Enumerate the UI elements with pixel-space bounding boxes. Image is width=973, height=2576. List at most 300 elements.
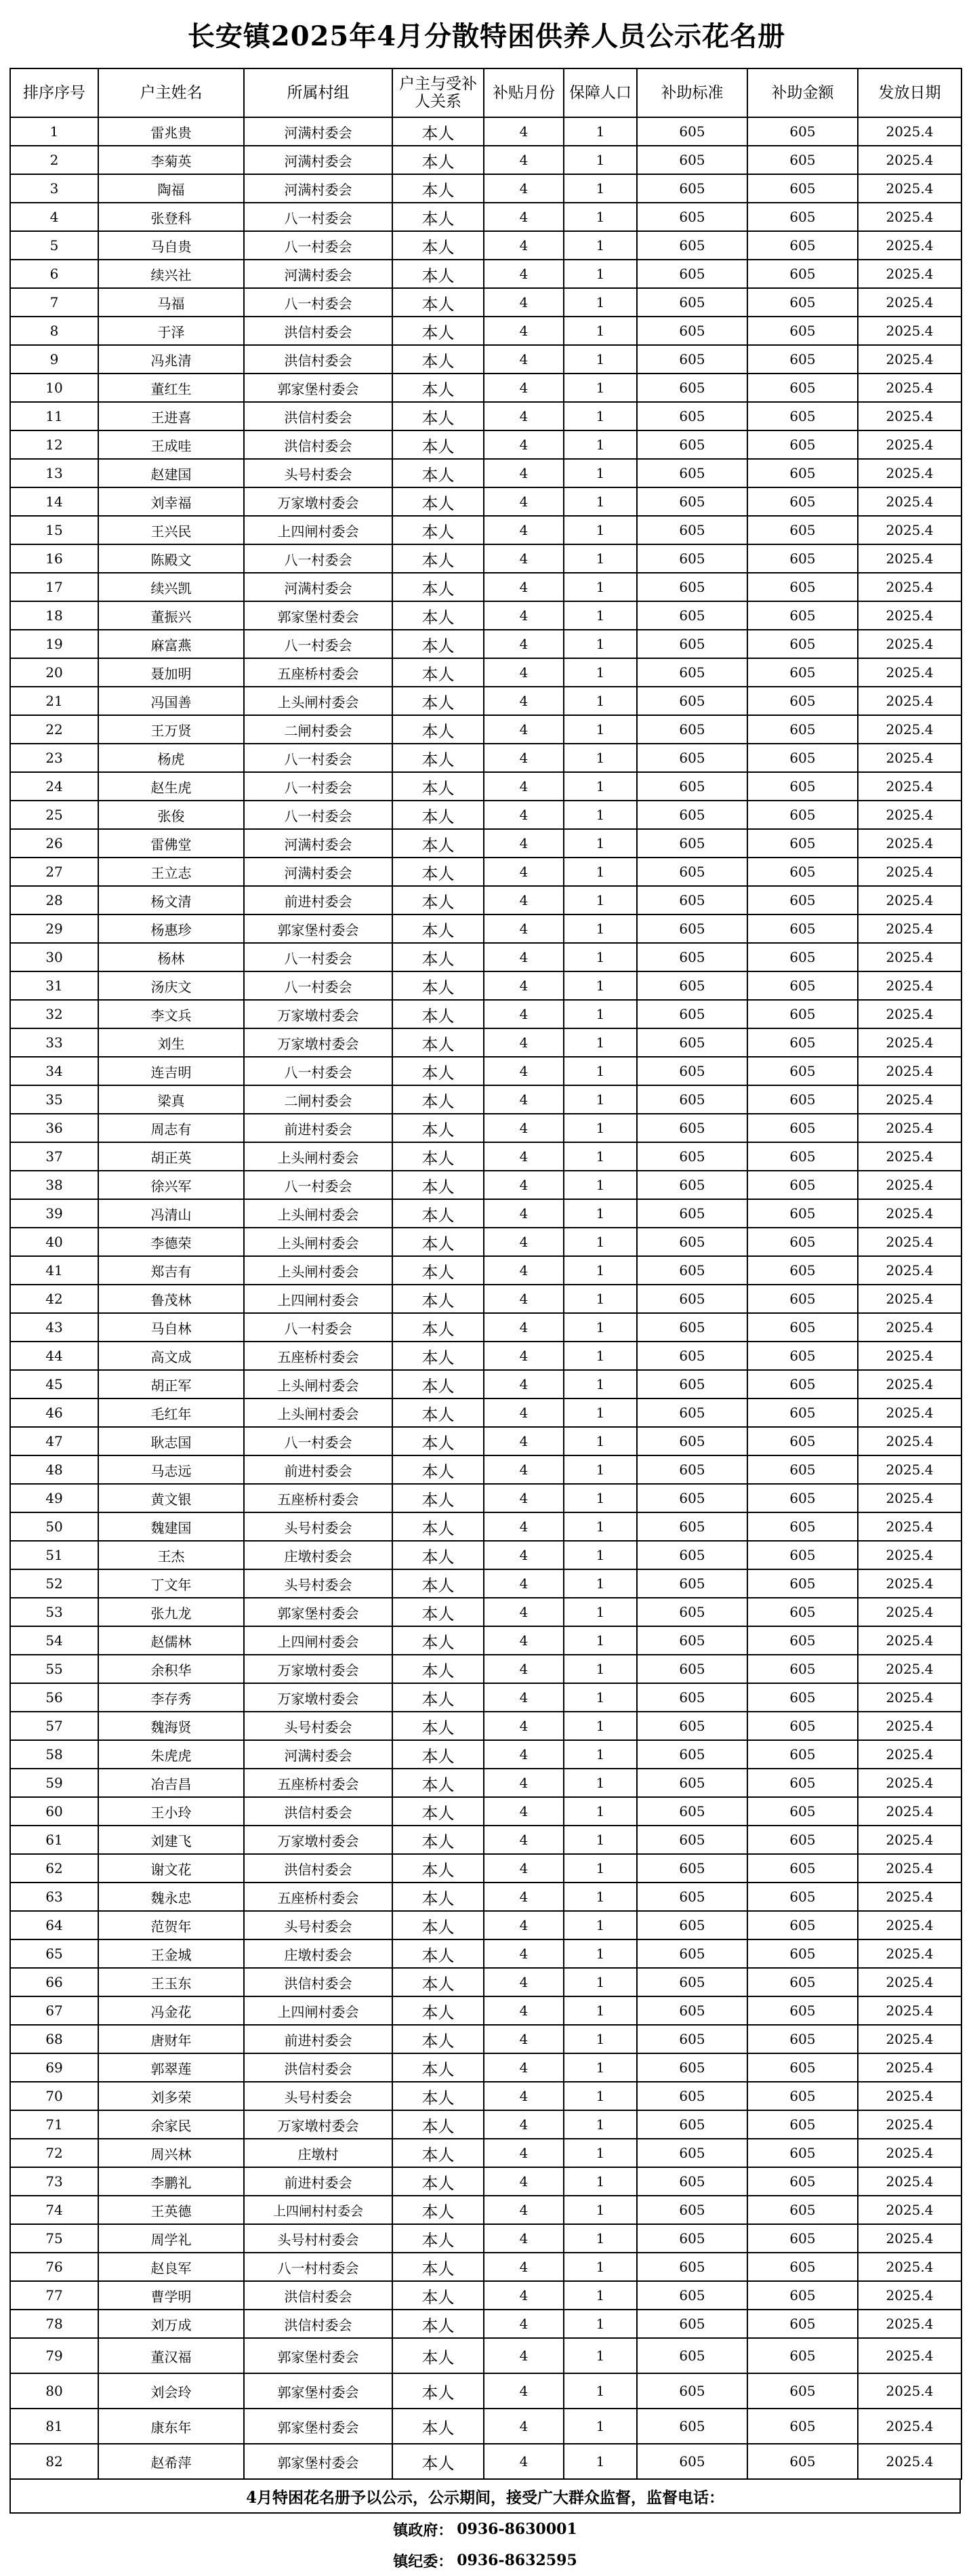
cell-date: 2025.4 <box>858 203 961 231</box>
cell-standard: 605 <box>637 2444 747 2479</box>
cell-village: 头号村委会 <box>244 1512 392 1541</box>
cell-village: 郭家堡村委会 <box>244 601 392 630</box>
cell-month: 4 <box>484 174 564 203</box>
cell-index: 79 <box>10 2338 98 2373</box>
cell-index: 28 <box>10 886 98 914</box>
cell-name: 王英德 <box>98 2196 244 2224</box>
table-row <box>10 1000 961 1028</box>
cell-population: 1 <box>564 260 637 288</box>
cell-village: 洪信村委会 <box>244 1968 392 1996</box>
cell-name: 曹学明 <box>98 2281 244 2310</box>
table-row <box>10 1256 961 1285</box>
cell-relation: 本人 <box>392 715 484 744</box>
cell-month: 4 <box>484 2338 564 2373</box>
cell-index: 18 <box>10 601 98 630</box>
cell-date: 2025.4 <box>858 2444 961 2479</box>
cell-date: 2025.4 <box>858 630 961 658</box>
cell-name: 丁文年 <box>98 1569 244 1598</box>
cell-village: 头号村委会 <box>244 1911 392 1939</box>
cell-standard: 605 <box>637 2167 747 2196</box>
cell-index: 45 <box>10 1370 98 1398</box>
cell-amount: 605 <box>747 2444 858 2479</box>
cell-date: 2025.4 <box>858 2139 961 2167</box>
cell-amount: 605 <box>747 829 858 858</box>
cell-name: 高文成 <box>98 1342 244 1370</box>
cell-index: 29 <box>10 914 98 943</box>
cell-month: 4 <box>484 943 564 971</box>
cell-name: 赵希萍 <box>98 2444 244 2479</box>
cell-month: 4 <box>484 1968 564 1996</box>
cell-date: 2025.4 <box>858 1256 961 1285</box>
cell-month: 4 <box>484 858 564 886</box>
cell-relation: 本人 <box>392 772 484 801</box>
cell-standard: 605 <box>637 1797 747 1826</box>
cell-relation: 本人 <box>392 402 484 430</box>
cell-name: 王兴民 <box>98 516 244 544</box>
cell-date: 2025.4 <box>858 2167 961 2196</box>
cell-amount: 605 <box>747 630 858 658</box>
cell-index: 50 <box>10 1512 98 1541</box>
table-row <box>10 1883 961 1911</box>
cell-month: 4 <box>484 544 564 573</box>
cell-village: 上头闸村委会 <box>244 1142 392 1171</box>
cell-index: 74 <box>10 2196 98 2224</box>
cell-amount: 605 <box>747 203 858 231</box>
cell-month: 4 <box>484 402 564 430</box>
cell-index: 4 <box>10 203 98 231</box>
cell-date: 2025.4 <box>858 1740 961 1769</box>
cell-population: 1 <box>564 1285 637 1313</box>
cell-amount: 605 <box>747 117 858 146</box>
table-row <box>10 402 961 430</box>
cell-standard: 605 <box>637 1455 747 1484</box>
cell-month: 4 <box>484 2196 564 2224</box>
cell-index: 49 <box>10 1484 98 1512</box>
cell-population: 1 <box>564 2167 637 2196</box>
cell-date: 2025.4 <box>858 2224 961 2253</box>
table-row <box>10 1939 961 1968</box>
cell-month: 4 <box>484 1228 564 1256</box>
cell-standard: 605 <box>637 687 747 715</box>
cell-index: 6 <box>10 260 98 288</box>
cell-amount: 605 <box>747 2110 858 2139</box>
cell-relation: 本人 <box>392 2224 484 2253</box>
cell-amount: 605 <box>747 487 858 516</box>
cell-month: 4 <box>484 2310 564 2338</box>
cell-name: 朱虎虎 <box>98 1740 244 1769</box>
cell-date: 2025.4 <box>858 402 961 430</box>
cell-name: 刘会玲 <box>98 2373 244 2409</box>
cell-index: 30 <box>10 943 98 971</box>
cell-amount: 605 <box>747 1598 858 1626</box>
cell-index: 76 <box>10 2253 98 2281</box>
cell-index: 54 <box>10 1626 98 1655</box>
cell-relation: 本人 <box>392 2338 484 2373</box>
cell-village: 河满村委会 <box>244 117 392 146</box>
col-header-name: 户主姓名 <box>98 68 244 117</box>
cell-month: 4 <box>484 2224 564 2253</box>
col-header-village: 所属村组 <box>244 68 392 117</box>
cell-standard: 605 <box>637 2338 747 2373</box>
cell-village: 上四闸村村委会 <box>244 2196 392 2224</box>
cell-amount: 605 <box>747 516 858 544</box>
col-header-date: 发放日期 <box>858 68 961 117</box>
table-row <box>10 2082 961 2110</box>
cell-village: 八一村委会 <box>244 772 392 801</box>
cell-amount: 605 <box>747 317 858 345</box>
cell-name: 雷佛堂 <box>98 829 244 858</box>
cell-amount: 605 <box>747 2139 858 2167</box>
cell-population: 1 <box>564 1256 637 1285</box>
cell-village: 上头闸村委会 <box>244 1370 392 1398</box>
cell-amount: 605 <box>747 2253 858 2281</box>
cell-relation: 本人 <box>392 1256 484 1285</box>
cell-month: 4 <box>484 1569 564 1598</box>
cell-amount: 605 <box>747 1769 858 1797</box>
cell-amount: 605 <box>747 1142 858 1171</box>
cell-index: 23 <box>10 744 98 772</box>
cell-population: 1 <box>564 2224 637 2253</box>
cell-population: 1 <box>564 2025 637 2053</box>
cell-population: 1 <box>564 601 637 630</box>
cell-relation: 本人 <box>392 2310 484 2338</box>
cell-relation: 本人 <box>392 601 484 630</box>
cell-date: 2025.4 <box>858 516 961 544</box>
cell-standard: 605 <box>637 1911 747 1939</box>
cell-village: 上四闸村委会 <box>244 1996 392 2025</box>
table-row <box>10 317 961 345</box>
cell-index: 58 <box>10 1740 98 1769</box>
cell-index: 33 <box>10 1028 98 1057</box>
cell-standard: 605 <box>637 1854 747 1883</box>
cell-standard: 605 <box>637 459 747 487</box>
table-row <box>10 288 961 317</box>
cell-relation: 本人 <box>392 914 484 943</box>
cell-name: 刘多荣 <box>98 2082 244 2110</box>
table-row <box>10 1342 961 1370</box>
cell-population: 1 <box>564 1968 637 1996</box>
cell-village: 洪信村委会 <box>244 1854 392 1883</box>
cell-month: 4 <box>484 1427 564 1455</box>
table-row <box>10 772 961 801</box>
cell-relation: 本人 <box>392 117 484 146</box>
table-row <box>10 573 961 601</box>
cell-index: 75 <box>10 2224 98 2253</box>
cell-amount: 605 <box>747 1398 858 1427</box>
cell-village: 上四闸村委会 <box>244 1285 392 1313</box>
cell-index: 56 <box>10 1683 98 1712</box>
cell-index: 69 <box>10 2053 98 2082</box>
cell-amount: 605 <box>747 345 858 374</box>
cell-relation: 本人 <box>392 1142 484 1171</box>
cell-amount: 605 <box>747 1626 858 1655</box>
cell-amount: 605 <box>747 1199 858 1228</box>
cell-date: 2025.4 <box>858 1968 961 1996</box>
cell-population: 1 <box>564 1939 637 1968</box>
cell-village: 万家墩村委会 <box>244 2110 392 2139</box>
table-row <box>10 1199 961 1228</box>
cell-name: 麻富燕 <box>98 630 244 658</box>
cell-village: 八一村委会 <box>244 801 392 829</box>
page-title: 长安镇2025年4月分散特困供养人员公示花名册 <box>187 20 786 52</box>
table-row <box>10 1996 961 2025</box>
cell-population: 1 <box>564 2139 637 2167</box>
cell-relation: 本人 <box>392 1712 484 1740</box>
cell-standard: 605 <box>637 1740 747 1769</box>
table-row <box>10 2224 961 2253</box>
cell-standard: 605 <box>637 744 747 772</box>
cell-standard: 605 <box>637 801 747 829</box>
cell-relation: 本人 <box>392 2025 484 2053</box>
cell-village: 庄墩村委会 <box>244 1939 392 1968</box>
cell-name: 聂加明 <box>98 658 244 687</box>
cell-name: 马自贵 <box>98 231 244 260</box>
table-row <box>10 2196 961 2224</box>
cell-name: 冯清山 <box>98 1199 244 1228</box>
cell-population: 1 <box>564 459 637 487</box>
cell-amount: 605 <box>747 658 858 687</box>
cell-amount: 605 <box>747 2281 858 2310</box>
cell-index: 12 <box>10 430 98 459</box>
table-row <box>10 1228 961 1256</box>
cell-name: 王进喜 <box>98 402 244 430</box>
cell-date: 2025.4 <box>858 459 961 487</box>
cell-relation: 本人 <box>392 288 484 317</box>
cell-month: 4 <box>484 1655 564 1683</box>
cell-date: 2025.4 <box>858 1057 961 1085</box>
cell-index: 7 <box>10 288 98 317</box>
cell-amount: 605 <box>747 1085 858 1114</box>
cell-name: 王立志 <box>98 858 244 886</box>
cell-standard: 605 <box>637 231 747 260</box>
cell-relation: 本人 <box>392 2253 484 2281</box>
cell-date: 2025.4 <box>858 2310 961 2338</box>
cell-relation: 本人 <box>392 544 484 573</box>
cell-index: 39 <box>10 1199 98 1228</box>
table-row <box>10 2139 961 2167</box>
cell-village: 洪信村委会 <box>244 345 392 374</box>
table-row <box>10 2053 961 2082</box>
cell-index: 48 <box>10 1455 98 1484</box>
cell-population: 1 <box>564 1740 637 1769</box>
cell-date: 2025.4 <box>858 374 961 402</box>
cell-relation: 本人 <box>392 1370 484 1398</box>
cell-amount: 605 <box>747 1996 858 2025</box>
cell-relation: 本人 <box>392 1968 484 1996</box>
cell-standard: 605 <box>637 2053 747 2082</box>
cell-village: 八一村委会 <box>244 744 392 772</box>
cell-standard: 605 <box>637 1313 747 1342</box>
cell-index: 40 <box>10 1228 98 1256</box>
cell-month: 4 <box>484 2053 564 2082</box>
table-row <box>10 459 961 487</box>
cell-relation: 本人 <box>392 146 484 174</box>
cell-amount: 605 <box>747 1285 858 1313</box>
table-row <box>10 1114 961 1142</box>
cell-index: 68 <box>10 2025 98 2053</box>
cell-population: 1 <box>564 1683 637 1712</box>
cell-name: 冯国善 <box>98 687 244 715</box>
col-header-standard: 补助标准 <box>637 68 747 117</box>
cell-date: 2025.4 <box>858 2373 961 2409</box>
cell-relation: 本人 <box>392 2281 484 2310</box>
cell-date: 2025.4 <box>858 117 961 146</box>
cell-month: 4 <box>484 1911 564 1939</box>
cell-village: 河满村委会 <box>244 174 392 203</box>
cell-village: 河满村委会 <box>244 829 392 858</box>
cell-month: 4 <box>484 1199 564 1228</box>
cell-population: 1 <box>564 2373 637 2409</box>
cell-amount: 605 <box>747 174 858 203</box>
cell-name: 李文兵 <box>98 1000 244 1028</box>
cell-standard: 605 <box>637 203 747 231</box>
cell-date: 2025.4 <box>858 1626 961 1655</box>
cell-index: 66 <box>10 1968 98 1996</box>
cell-village: 二闸村委会 <box>244 1085 392 1114</box>
cell-population: 1 <box>564 1569 637 1598</box>
cell-village: 八一村委会 <box>244 971 392 1000</box>
cell-month: 4 <box>484 1797 564 1826</box>
cell-relation: 本人 <box>392 1342 484 1370</box>
cell-index: 43 <box>10 1313 98 1342</box>
table-row <box>10 1370 961 1398</box>
cell-standard: 605 <box>637 1028 747 1057</box>
cell-standard: 605 <box>637 858 747 886</box>
cell-village: 八一村委会 <box>244 544 392 573</box>
cell-population: 1 <box>564 1512 637 1541</box>
table-row <box>10 345 961 374</box>
cell-name: 范贺年 <box>98 1911 244 1939</box>
table-row <box>10 2310 961 2338</box>
cell-population: 1 <box>564 1598 637 1626</box>
cell-index: 63 <box>10 1883 98 1911</box>
cell-relation: 本人 <box>392 1285 484 1313</box>
cell-index: 11 <box>10 402 98 430</box>
cell-village: 八一村委会 <box>244 943 392 971</box>
cell-relation: 本人 <box>392 1996 484 2025</box>
cell-date: 2025.4 <box>858 2025 961 2053</box>
cell-date: 2025.4 <box>858 2253 961 2281</box>
cell-amount: 605 <box>747 374 858 402</box>
cell-amount: 605 <box>747 1541 858 1569</box>
cell-village: 郭家堡村委会 <box>244 2409 392 2444</box>
cell-month: 4 <box>484 1712 564 1740</box>
cell-population: 1 <box>564 1228 637 1256</box>
cell-village: 五座桥村委会 <box>244 1342 392 1370</box>
cell-index: 67 <box>10 1996 98 2025</box>
cell-standard: 605 <box>637 1142 747 1171</box>
cell-population: 1 <box>564 971 637 1000</box>
cell-index: 42 <box>10 1285 98 1313</box>
cell-date: 2025.4 <box>858 1313 961 1342</box>
cell-date: 2025.4 <box>858 1171 961 1199</box>
cell-relation: 本人 <box>392 516 484 544</box>
cell-amount: 605 <box>747 1455 858 1484</box>
cell-month: 4 <box>484 430 564 459</box>
cell-name: 王万贤 <box>98 715 244 744</box>
cell-population: 1 <box>564 544 637 573</box>
table-row <box>10 203 961 231</box>
cell-amount: 605 <box>747 1313 858 1342</box>
table-row <box>10 744 961 772</box>
cell-village: 头号村委会 <box>244 2082 392 2110</box>
cell-village: 河满村委会 <box>244 146 392 174</box>
cell-standard: 605 <box>637 630 747 658</box>
cell-index: 65 <box>10 1939 98 1968</box>
cell-village: 河满村委会 <box>244 858 392 886</box>
cell-standard: 605 <box>637 345 747 374</box>
cell-relation: 本人 <box>392 687 484 715</box>
cell-amount: 605 <box>747 1057 858 1085</box>
cell-standard: 605 <box>637 1512 747 1541</box>
cell-standard: 605 <box>637 1228 747 1256</box>
cell-standard: 605 <box>637 1996 747 2025</box>
cell-village: 上头闸村委会 <box>244 1228 392 1256</box>
cell-index: 78 <box>10 2310 98 2338</box>
cell-village: 洪信村委会 <box>244 1797 392 1826</box>
cell-name: 毛红年 <box>98 1398 244 1427</box>
cell-month: 4 <box>484 317 564 345</box>
cell-village: 上头闸村委会 <box>244 1256 392 1285</box>
cell-relation: 本人 <box>392 2444 484 2479</box>
cell-name: 连吉明 <box>98 1057 244 1085</box>
cell-population: 1 <box>564 1883 637 1911</box>
cell-amount: 605 <box>747 744 858 772</box>
cell-date: 2025.4 <box>858 146 961 174</box>
cell-amount: 605 <box>747 260 858 288</box>
cell-village: 万家墩村委会 <box>244 1826 392 1854</box>
cell-population: 1 <box>564 117 637 146</box>
cell-village: 八一村委会 <box>244 203 392 231</box>
cell-population: 1 <box>564 1712 637 1740</box>
cell-index: 52 <box>10 1569 98 1598</box>
cell-index: 81 <box>10 2409 98 2444</box>
table-row <box>10 658 961 687</box>
table-row <box>10 1484 961 1512</box>
cell-amount: 605 <box>747 402 858 430</box>
cell-population: 1 <box>564 231 637 260</box>
cell-standard: 605 <box>637 2196 747 2224</box>
cell-population: 1 <box>564 317 637 345</box>
cell-amount: 605 <box>747 715 858 744</box>
cell-population: 1 <box>564 1171 637 1199</box>
cell-village: 上四闸村委会 <box>244 1626 392 1655</box>
cell-date: 2025.4 <box>858 1142 961 1171</box>
cell-relation: 本人 <box>392 573 484 601</box>
cell-date: 2025.4 <box>858 288 961 317</box>
cell-date: 2025.4 <box>858 1569 961 1598</box>
cell-index: 14 <box>10 487 98 516</box>
cell-name: 李存秀 <box>98 1683 244 1712</box>
cell-month: 4 <box>484 687 564 715</box>
cell-standard: 605 <box>637 658 747 687</box>
cell-name: 胡正军 <box>98 1370 244 1398</box>
cell-standard: 605 <box>637 2139 747 2167</box>
cell-amount: 605 <box>747 1484 858 1512</box>
cell-standard: 605 <box>637 260 747 288</box>
cell-name: 张俊 <box>98 801 244 829</box>
cell-name: 周兴林 <box>98 2139 244 2167</box>
cell-month: 4 <box>484 288 564 317</box>
cell-name: 赵儒林 <box>98 1626 244 1655</box>
cell-date: 2025.4 <box>858 1712 961 1740</box>
cell-standard: 605 <box>637 829 747 858</box>
cell-relation: 本人 <box>392 2409 484 2444</box>
cell-name: 陈殿文 <box>98 544 244 573</box>
cell-index: 19 <box>10 630 98 658</box>
cell-amount: 605 <box>747 943 858 971</box>
cell-population: 1 <box>564 430 637 459</box>
